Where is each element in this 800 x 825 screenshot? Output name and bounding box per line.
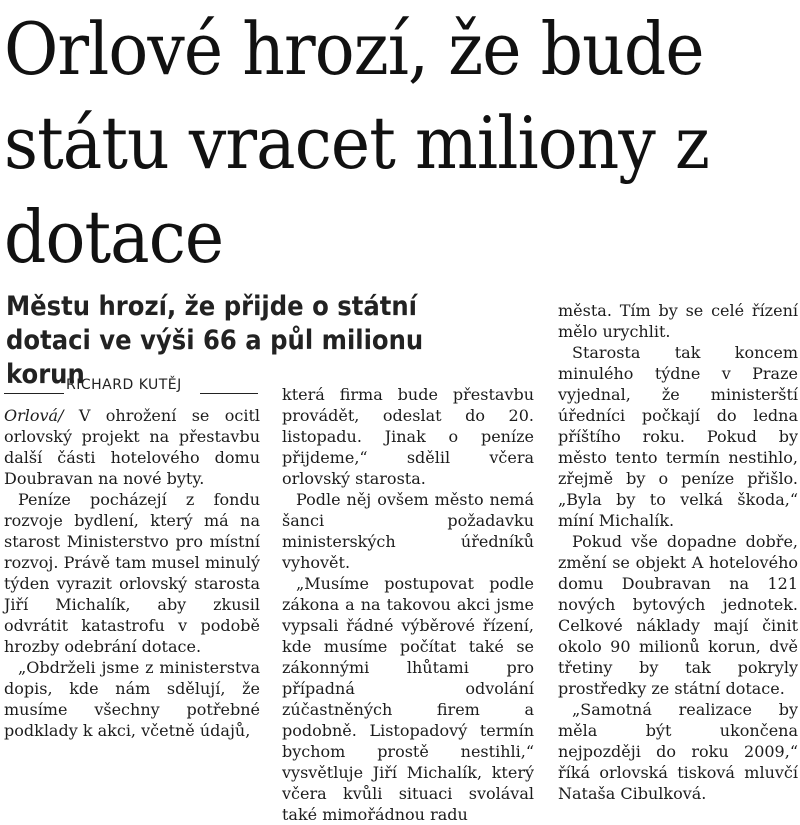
article-column-2 [282, 384, 534, 825]
article-subheadline: Městu hrozí, že přijde o státní dotaci ve výši 66 a půl milionu korun [6, 291, 424, 390]
article-paragraph: „Musíme postupovat podle zákona a na takovou akci jsme vypsali řádné výběrové řízení, kde musíme počítat také se zákonnými lhůtami pro případná odvolání zúčastněných firem a podobně. Listopadový termín bychom prostě nestihli,“ vysvětluje Jiří Michalík, který včera kvůli situaci svolával také mimořádnou radu [282, 574, 534, 824]
article-column-3 [558, 300, 798, 804]
article-paragraph: „Samotná realizace by měla být ukončena nejpozději do roku 2009,“ říká orlovská tisková mluvčí Nataša Cibulková. [558, 700, 798, 803]
byline-rule-right [200, 393, 258, 394]
article-paragraph: „Obdrželi jsme z ministerstva dopis, kde nám sdělují, že musíme všechny potřebné podklady k akci, včetně údajů, [4, 658, 260, 740]
article-paragraph: Peníze pocházejí z fondu rozvoje bydlení, který má na starost Ministerstvo pro místní rozvoj. Právě tam musel minulý týden vyrazit orlovský starosta Jiří Michalík, aby zkusil odvrátit katastrofu v podobě hrozby odebrání dotace. [4, 490, 260, 656]
article-paragraph: Starosta tak koncem minulého týdne v Praze vyjednal, že ministerští úředníci počkají do ledna příštího roku. Pokud by město tento termín nestihlo, zřejmě by o peníze přišlo. „Byla by to velká škoda,“ míní Michalík. [558, 343, 798, 530]
article-paragraph: která firma bude přestavbu provádět, odeslat do 20. listopadu. Jinak o peníze přijdeme,“ sdělil včera orlovský starosta. [282, 385, 534, 488]
article-paragraph: Podle něj ovšem město nemá šanci požadavku ministerských úředníků vyhovět. [282, 490, 534, 572]
article-paragraph: Pokud vše dopadne dobře, změní se objekt A hotelového domu Doubravan na 121 nových bytových jednotek. Celkové náklady mají činit okolo 90 milionů korun, dvě třetiny by tak pokryly prostředky ze státní dotace. [558, 532, 798, 698]
article-column-1 [4, 405, 260, 741]
paragraph-text: V ohrožení se ocitl orlovský projekt na přestavbu další části hotelového domu Doubravan na nové byty. [4, 406, 260, 488]
author-byline: RICHARD KUTĚJ [66, 377, 182, 393]
article-paragraph: města. Tím by se celé řízení mělo urychlit. [558, 301, 798, 341]
byline-rule-left [4, 393, 64, 394]
article-paragraph [4, 405, 260, 489]
dateline: Orlová/ [4, 406, 64, 425]
article-headline: Orlové hrozí, že bude státu vracet miliony z dotace [4, 7, 710, 279]
